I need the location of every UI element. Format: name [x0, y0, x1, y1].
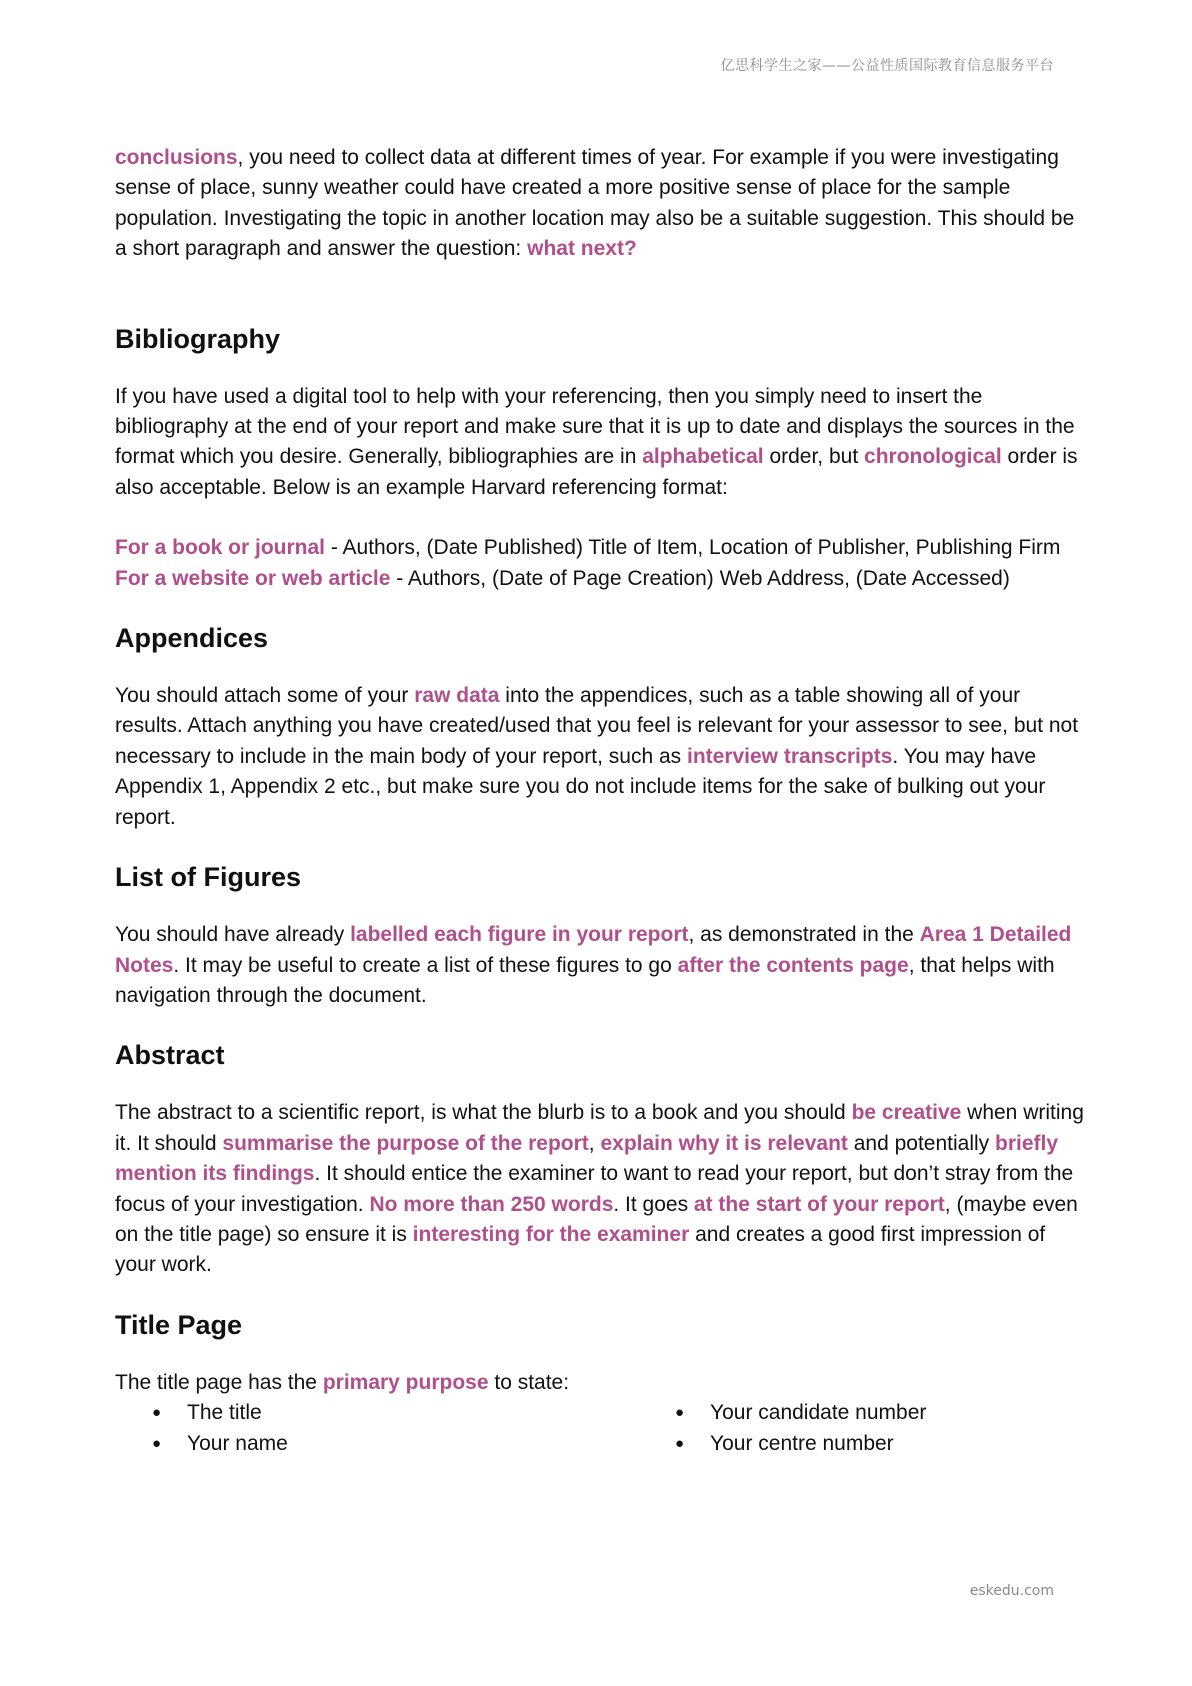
- highlight-area-1-notes: Area 1 Detailed Notes: [115, 923, 1072, 977]
- highlight-summarise-purpose: summarise the purpose of the report: [222, 1131, 589, 1155]
- heading-appendices: Appendices: [115, 623, 269, 654]
- list-item: ● Your name: [115, 1429, 638, 1459]
- abs-text-m: , (maybe even on the title page) so ensure it is: [115, 1192, 1078, 1246]
- abs-text-a: The abstract to a scientific report, is what the blurb is to a book and you should: [115, 1101, 852, 1125]
- abs-text-c: when writing it. It should: [115, 1101, 1084, 1155]
- highlight-conclusions: conclusions: [115, 146, 238, 169]
- highlight-after-contents: after the contents page: [677, 953, 909, 977]
- highlight-raw-data: raw data: [414, 684, 500, 708]
- book-format-text: - Authors, (Date Published) Title of Item, Location of Publisher, Publishing Firm: [325, 536, 1061, 560]
- highlight-word-limit: No more than 250 words: [369, 1192, 614, 1216]
- app-text-e: . You may have Appendix 1, Appendix 2 etc., but make sure you do not include items for the sake of bulking out your report.: [115, 744, 1046, 829]
- abs-text-o: and creates a good first impression of your work.: [115, 1222, 1046, 1277]
- fig-text-c: , as demonstrated in the: [688, 923, 920, 947]
- abs-text-i: . It should entice the examiner to want to read your report, but don’t stray from the focus of your investigation.: [115, 1162, 1074, 1216]
- highlight-mention-findings: briefly mention its findings: [115, 1131, 1059, 1186]
- intro-text: , you need to collect data at different times of year. For example if you were investigating sense of place, sunny weather could have created a more positive sense of place for the sample population. Investigating the topic in another location may also be a suitable suggestion. This should be a short paragraph and answer the question:: [115, 146, 1075, 261]
- figures-paragraph: [115, 920, 1090, 1011]
- tp-text-a: The title page has the: [115, 1370, 323, 1394]
- web-format-text: - Authors, (Date of Page Creation) Web Address, (Date Accessed): [390, 566, 1010, 590]
- highlight-what-next: what next?: [527, 237, 637, 261]
- highlight-start-of-report: at the start of your report: [693, 1192, 945, 1216]
- highlight-chronological: chronological: [864, 445, 1002, 469]
- heading-list-of-figures: List of Figures: [115, 862, 302, 893]
- list-item: ● Your candidate number: [638, 1398, 926, 1428]
- highlight-interesting-examiner: interesting for the examiner: [412, 1222, 690, 1246]
- bib-text-c: order, but: [763, 445, 865, 469]
- highlight-alphabetical: alphabetical: [642, 445, 764, 469]
- heading-abstract: Abstract: [115, 1040, 225, 1071]
- abs-text-g: and potentially: [847, 1131, 996, 1155]
- highlight-book-label: For a book or journal: [115, 536, 326, 560]
- bibliography-paragraph: [115, 382, 1090, 504]
- appendices-paragraph: [115, 681, 1090, 833]
- list-item: ● The title: [115, 1398, 638, 1428]
- bullet-column-left: [115, 1398, 638, 1459]
- highlight-explain-relevant: explain why it is relevant: [600, 1131, 848, 1155]
- fig-text-g: , that helps with navigation through the document.: [115, 953, 1055, 1007]
- bibliography-book-format: [115, 533, 1090, 563]
- app-text-a: You should attach some of your: [115, 684, 415, 708]
- document-body: [115, 143, 1090, 1459]
- highlight-be-creative: be creative: [851, 1101, 962, 1125]
- header-site-note: 亿思科学生之家——公益性质国际教育信息服务平台: [720, 58, 1054, 74]
- highlight-interview-transcripts: interview transcripts: [686, 744, 893, 768]
- bibliography-web-format: [115, 564, 1090, 594]
- fig-text-e: . It may be useful to create a list of these figures to go: [173, 953, 678, 977]
- title-page-paragraph: [115, 1368, 1090, 1398]
- highlight-labelled-figures: labelled each figure in your report: [350, 923, 689, 947]
- highlight-web-label: For a website or web article: [115, 566, 391, 590]
- fig-text-a: You should have already: [115, 923, 351, 947]
- heading-title-page: Title Page: [115, 1309, 243, 1340]
- abs-text-k: . It goes: [613, 1192, 694, 1216]
- bullet-column-right: [638, 1398, 926, 1459]
- abstract-paragraph: [115, 1098, 1090, 1280]
- app-text-c: into the appendices, such as a table showing all of your results. Attach anything you have created/used that you feel is relevant for your assessor to see, but not necessary to include in the main body of your report, such as: [115, 684, 1079, 768]
- abs-text-e: ,: [588, 1131, 601, 1155]
- title-page-bullets: [115, 1398, 1090, 1459]
- highlight-primary-purpose: primary purpose: [322, 1370, 489, 1394]
- heading-bibliography: Bibliography: [115, 323, 281, 354]
- bib-text-a: If you have used a digital tool to help with your referencing, then you simply need to insert the bibliography at the end of your report and make sure that it is up to date and displays the sources in the format which you desire. Generally, bibliographies are in: [115, 384, 1075, 469]
- tp-text-c: to state:: [488, 1370, 570, 1394]
- intro-paragraph: [115, 143, 1090, 265]
- bib-text-e: order is also acceptable. Below is an example Harvard referencing format:: [115, 445, 1078, 499]
- list-item: ● Your centre number: [638, 1429, 926, 1459]
- footer-site: eskedu.com: [969, 1583, 1054, 1599]
